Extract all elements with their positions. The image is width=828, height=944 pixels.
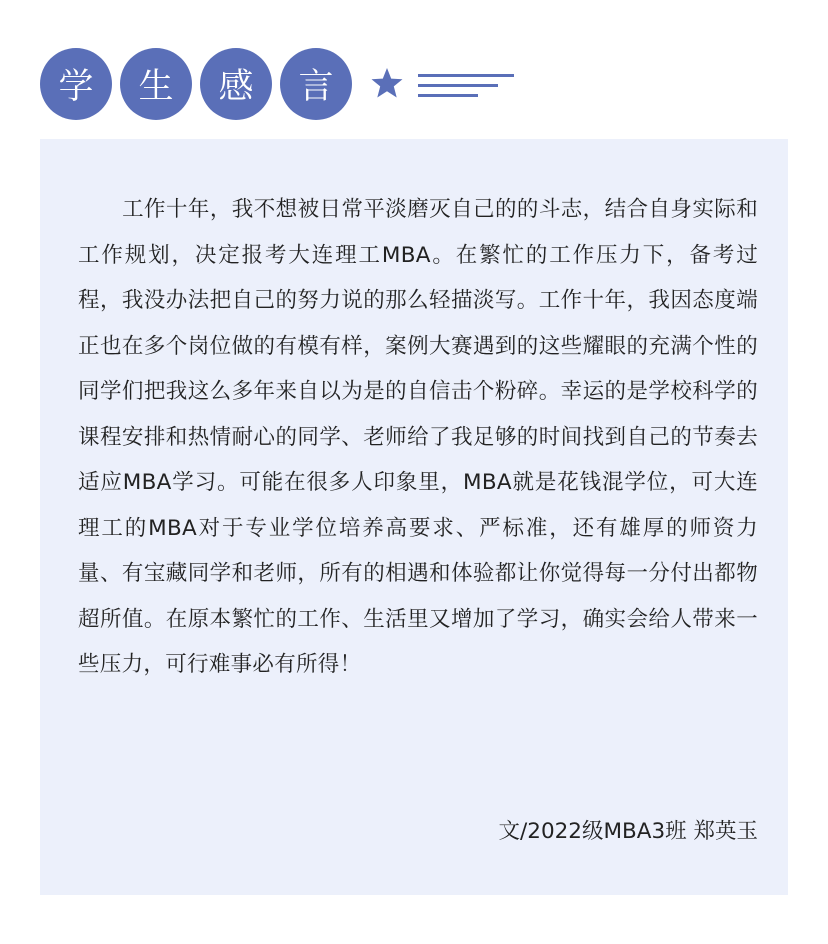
section-header — [40, 48, 360, 120]
header-char-3: 感 — [200, 48, 272, 120]
testimonial-card — [40, 139, 788, 895]
decorative-lines — [418, 70, 518, 100]
header-char-2: 生 — [120, 48, 192, 120]
header-char-1: 学 — [40, 48, 112, 120]
testimonial-body — [78, 187, 758, 688]
header-char-4: 言 — [280, 48, 352, 120]
star-icon — [370, 66, 404, 100]
author-signature: 文/2022级MBA3班 郑英玉 — [498, 819, 758, 844]
testimonial-text: 工作十年，我不想被日常平淡磨灭自己的的斗志，结合自身实际和工作规划，决定报考大连理工MBA。在繁忙的工作压力下，备考过程，我没办法把自己的努力说的那么轻描淡写。工作十年，我因态度端正也在多个岗位做的有模有样，案例大赛遇到的这些耀眼的充满个性的同学们把我这么多年来自以为是的自信击个粉碎。幸运的是学校科学的课程安排和热情耐心的同学、老师给了我足够的时间找到自己的节奏去适应MBA学习。可能在很多人印象里，MBA就是花钱混学位，可大连理工的MBA对于专业学位培养高要求、严标准，还有雄厚的师资力量、有宝藏同学和老师，所有的相遇和体验都让你觉得每一分付出都物超所值。在原本繁忙的工作、生活里又增加了学习，确实会给人带来一些压力，可行难事必有所得！ — [78, 197, 758, 677]
